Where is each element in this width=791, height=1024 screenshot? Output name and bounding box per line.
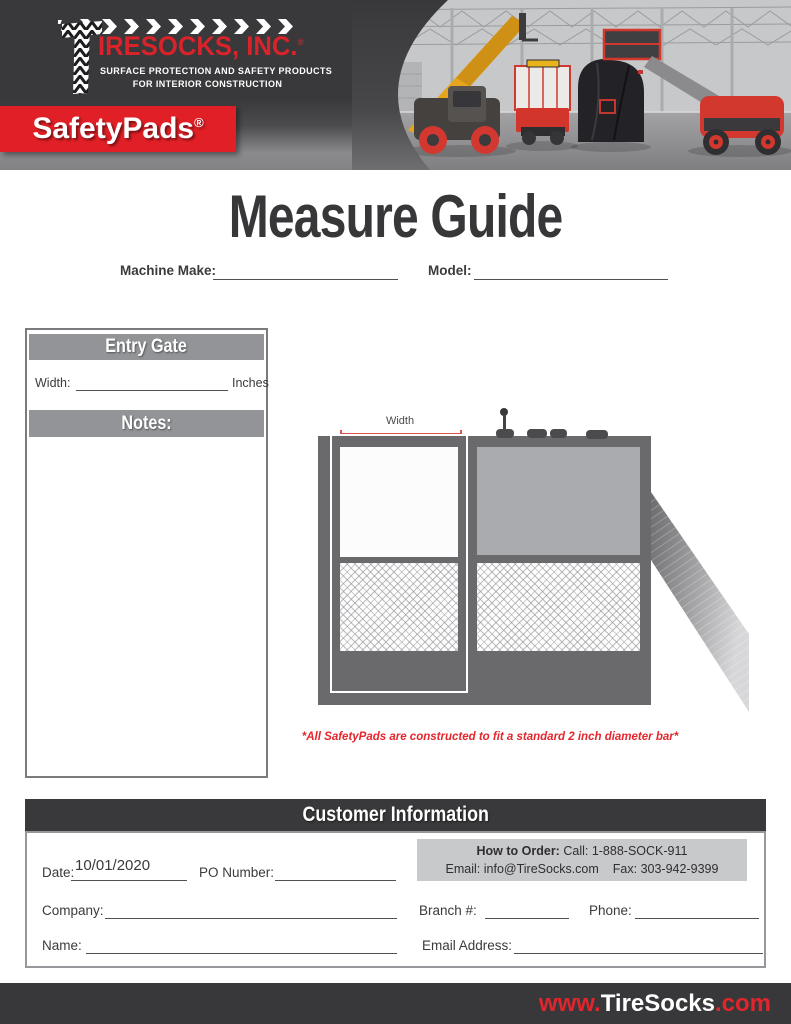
notes-area[interactable] <box>29 439 264 774</box>
banner-registered-mark: ® <box>194 115 204 130</box>
model-field[interactable] <box>474 263 668 280</box>
control-knob-icon <box>586 430 608 439</box>
page-title: Measure Guide <box>228 183 563 250</box>
entry-gate-width-field[interactable] <box>76 374 228 391</box>
branch-label: Branch #: <box>419 903 477 918</box>
name-field[interactable] <box>86 937 397 954</box>
control-box-panel <box>477 447 640 555</box>
order-phone: Call: 1-888-SOCK-911 <box>563 844 688 858</box>
how-to-order-label: How to Order: <box>476 844 560 858</box>
joystick-stick-icon <box>503 414 506 430</box>
customer-info-header: Customer Information <box>25 799 766 831</box>
how-to-order-box <box>417 839 747 881</box>
po-number-field[interactable] <box>275 864 396 881</box>
brand-name: IRESOCKS, INC.® <box>98 31 304 61</box>
footer-url-www: www. <box>538 989 601 1017</box>
customer-info-box <box>25 831 766 968</box>
date-label: Date: <box>42 865 75 880</box>
footer-url-site: TireSocks <box>600 989 715 1017</box>
ramp-graphic <box>649 486 753 718</box>
branch-field[interactable] <box>485 902 569 919</box>
order-fax: Fax: 303-942-9399 <box>612 862 719 876</box>
phone-field[interactable] <box>635 902 759 919</box>
safetypads-note: *All SafetyPads are constructed to fit a standard 2 inch diameter bar* <box>301 731 679 743</box>
date-value: 10/01/2020 <box>75 857 151 874</box>
footer-bar <box>0 983 791 1024</box>
control-knob-icon <box>527 429 547 438</box>
email-address-label: Email Address: <box>422 938 513 953</box>
order-email: Email: info@TireSocks.com <box>445 862 599 876</box>
diagram-width-label: Width <box>385 415 415 427</box>
platform-mesh-panel <box>477 563 640 651</box>
registered-mark: ® <box>297 37 304 47</box>
scissor-lift-graphic <box>515 60 570 145</box>
footer-url-tld: .com <box>714 989 771 1017</box>
machine-make-field[interactable] <box>213 263 398 280</box>
warehouse-equipment-photo <box>352 0 791 170</box>
joystick-base-icon <box>496 429 514 438</box>
safetypads-banner: SafetyPads® <box>0 106 236 152</box>
entry-gate-header: Entry Gate <box>29 334 264 360</box>
email-address-field[interactable] <box>514 937 763 954</box>
machine-make-label: Machine Make: <box>120 263 217 278</box>
name-label: Name: <box>42 938 82 953</box>
brand-tagline-2: FOR INTERIOR CONSTRUCTION <box>132 79 283 89</box>
page-header <box>0 0 791 170</box>
inches-unit-label: Inches <box>232 376 269 390</box>
company-field[interactable] <box>105 902 397 919</box>
covered-machine-graphic <box>578 59 644 142</box>
gate-width-label: Width: <box>35 376 71 390</box>
gate-upper-panel <box>340 447 458 557</box>
po-number-label: PO Number: <box>199 865 275 880</box>
gate-mesh-panel <box>340 563 458 651</box>
tire-t-logo-icon <box>62 21 102 95</box>
notes-header: Notes: <box>29 410 264 437</box>
entry-gate-panel <box>25 328 268 778</box>
phone-label: Phone: <box>589 903 632 918</box>
entry-gate-diagram <box>330 434 468 693</box>
control-knob-icon <box>550 429 567 438</box>
model-label: Model: <box>428 263 472 278</box>
brand-tagline-1: SURFACE PROTECTION AND SAFETY PRODUCTS <box>100 66 333 76</box>
company-label: Company: <box>42 903 104 918</box>
date-field[interactable] <box>71 864 187 881</box>
